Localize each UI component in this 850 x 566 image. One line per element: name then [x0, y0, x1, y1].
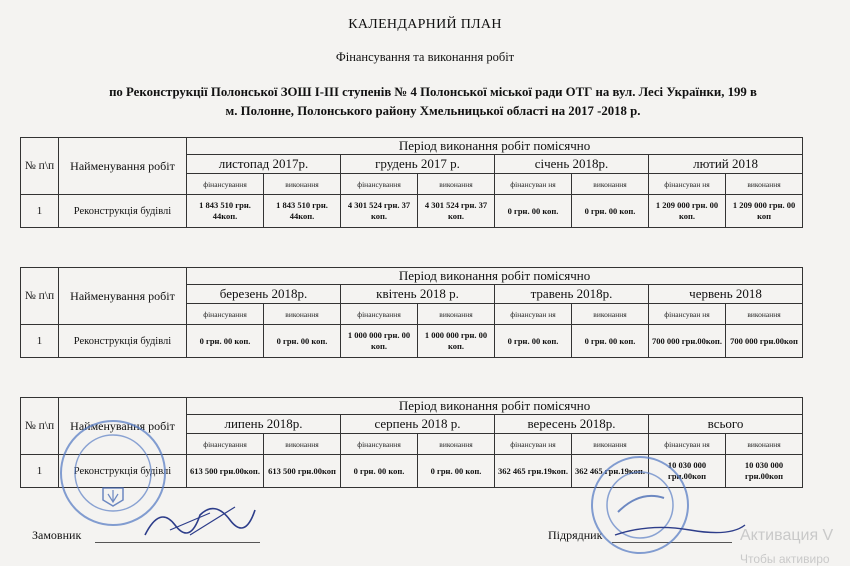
col-header-period: Період виконання робіт помісячно [187, 398, 803, 415]
col-header-number: № п\п [21, 268, 59, 325]
project-description [28, 83, 838, 121]
row-number: 1 [21, 455, 59, 488]
execution-value: 0 грн. 00 коп. [418, 455, 495, 488]
month-header: всього [649, 415, 803, 434]
col-header-work-name: Найменування робіт [59, 138, 187, 195]
financing-value: 362 465 грн.19коп. [495, 455, 572, 488]
subheader-financing: фінансуван ня [495, 304, 572, 325]
project-line-1: по Реконструкції Полонської ЗОШ І-ІІІ ступенів № 4 Полонської міської ради ОТГ на вул. Лесі Українки, 199 в [109, 85, 757, 99]
contractor-signature [610, 515, 750, 545]
subheader-financing: фінансування [187, 304, 264, 325]
subheader-financing: фінансуван ня [649, 434, 726, 455]
col-header-number: № п\п [21, 138, 59, 195]
subheader-financing: фінансування [341, 434, 418, 455]
financing-value: 4 301 524 грн. 37 коп. [341, 195, 418, 228]
subheader-execution: виконання [726, 174, 803, 195]
month-header: листопад 2017р. [187, 155, 341, 174]
financing-value: 10 030 000 грн.00коп [649, 455, 726, 488]
monthly-plan-table-2 [20, 267, 803, 358]
table-row [21, 195, 803, 228]
row-work-name: Реконструкція будівлі [59, 195, 187, 228]
month-header: серпень 2018 р. [341, 415, 495, 434]
row-number: 1 [21, 325, 59, 358]
financing-value: 0 грн. 00 коп. [495, 195, 572, 228]
subheader-financing: фінансування [187, 434, 264, 455]
subheader-financing: фінансування [187, 174, 264, 195]
month-header: червень 2018 [649, 285, 803, 304]
subheader-execution: виконання [572, 304, 649, 325]
subheader-financing: фінансуван ня [649, 174, 726, 195]
col-header-number: № п\п [21, 398, 59, 455]
financing-value: 700 000 грн.00коп. [649, 325, 726, 358]
execution-value: 1 000 000 грн. 00 коп. [418, 325, 495, 358]
execution-value: 0 грн. 00 коп. [264, 325, 341, 358]
month-header: грудень 2017 р. [341, 155, 495, 174]
execution-value: 0 грн. 00 коп. [572, 195, 649, 228]
execution-value: 613 500 грн.00коп [264, 455, 341, 488]
financing-value: 0 грн. 00 коп. [187, 325, 264, 358]
execution-value: 700 000 грн.00коп [726, 325, 803, 358]
month-header: липень 2018р. [187, 415, 341, 434]
plan-title: КАЛЕНДАРНИЙ ПЛАН [348, 17, 502, 32]
subheader-execution: виконання [418, 304, 495, 325]
execution-value: 362 465 грн.19коп. [572, 455, 649, 488]
financing-value: 0 грн. 00 коп. [495, 325, 572, 358]
month-header: травень 2018р. [495, 285, 649, 304]
subheader-execution: виконання [726, 304, 803, 325]
col-header-work-name: Найменування робіт [59, 268, 187, 325]
financing-value: 0 грн. 00 коп. [341, 455, 418, 488]
subheader-execution: виконання [418, 174, 495, 195]
month-header: вересень 2018р. [495, 415, 649, 434]
subheader-financing: фінансуван ня [495, 434, 572, 455]
execution-value: 1 209 000 грн. 00 коп [726, 195, 803, 228]
subheader-financing: фінансуван ня [495, 174, 572, 195]
month-header: лютий 2018 [649, 155, 803, 174]
row-work-name: Реконструкція будівлі [59, 325, 187, 358]
subheader-financing: фінансування [341, 304, 418, 325]
subheader-execution: виконання [572, 174, 649, 195]
customer-label: Замовник [32, 528, 82, 542]
execution-value: 10 030 000 грн.00коп [726, 455, 803, 488]
col-header-work-name: Найменування робіт [59, 398, 187, 455]
table-row [21, 325, 803, 358]
subheader-financing: фінансуван ня [649, 304, 726, 325]
execution-value: 4 301 524 грн. 37 коп. [418, 195, 495, 228]
month-header: березень 2018р. [187, 285, 341, 304]
subheader-execution: виконання [418, 434, 495, 455]
col-header-period: Період виконання робіт помісячно [187, 138, 803, 155]
col-header-period: Період виконання робіт помісячно [187, 268, 803, 285]
row-work-name: Реконструкція будівлі [59, 455, 187, 488]
customer-signature [140, 495, 260, 545]
contractor-label: Підрядник [548, 528, 603, 542]
financing-value: 1 843 510 грн. 44коп. [187, 195, 264, 228]
project-line-2: м. Полонне, Полонського району Хмельницької області на 2017 -2018 р. [225, 104, 641, 118]
subheader-execution: виконання [264, 174, 341, 195]
windows-activation-watermark-text: Чтобы активиро [740, 552, 830, 566]
financing-value: 613 500 грн.00коп. [187, 455, 264, 488]
month-header: січень 2018р. [495, 155, 649, 174]
windows-activation-watermark-title: Активация V [740, 527, 834, 544]
plan-subtitle: Фінансування та виконання робіт [335, 50, 515, 64]
financing-value: 1 209 000 грн. 00 коп. [649, 195, 726, 228]
execution-value: 1 843 510 грн. 44коп. [264, 195, 341, 228]
subheader-execution: виконання [572, 434, 649, 455]
month-header: квітень 2018 р. [341, 285, 495, 304]
subheader-financing: фінансування [341, 174, 418, 195]
row-number: 1 [21, 195, 59, 228]
subheader-execution: виконання [264, 434, 341, 455]
subheader-execution: виконання [264, 304, 341, 325]
subheader-execution: виконання [726, 434, 803, 455]
monthly-plan-table-1 [20, 137, 803, 228]
financing-value: 1 000 000 грн. 00 коп. [341, 325, 418, 358]
execution-value: 0 грн. 00 коп. [572, 325, 649, 358]
